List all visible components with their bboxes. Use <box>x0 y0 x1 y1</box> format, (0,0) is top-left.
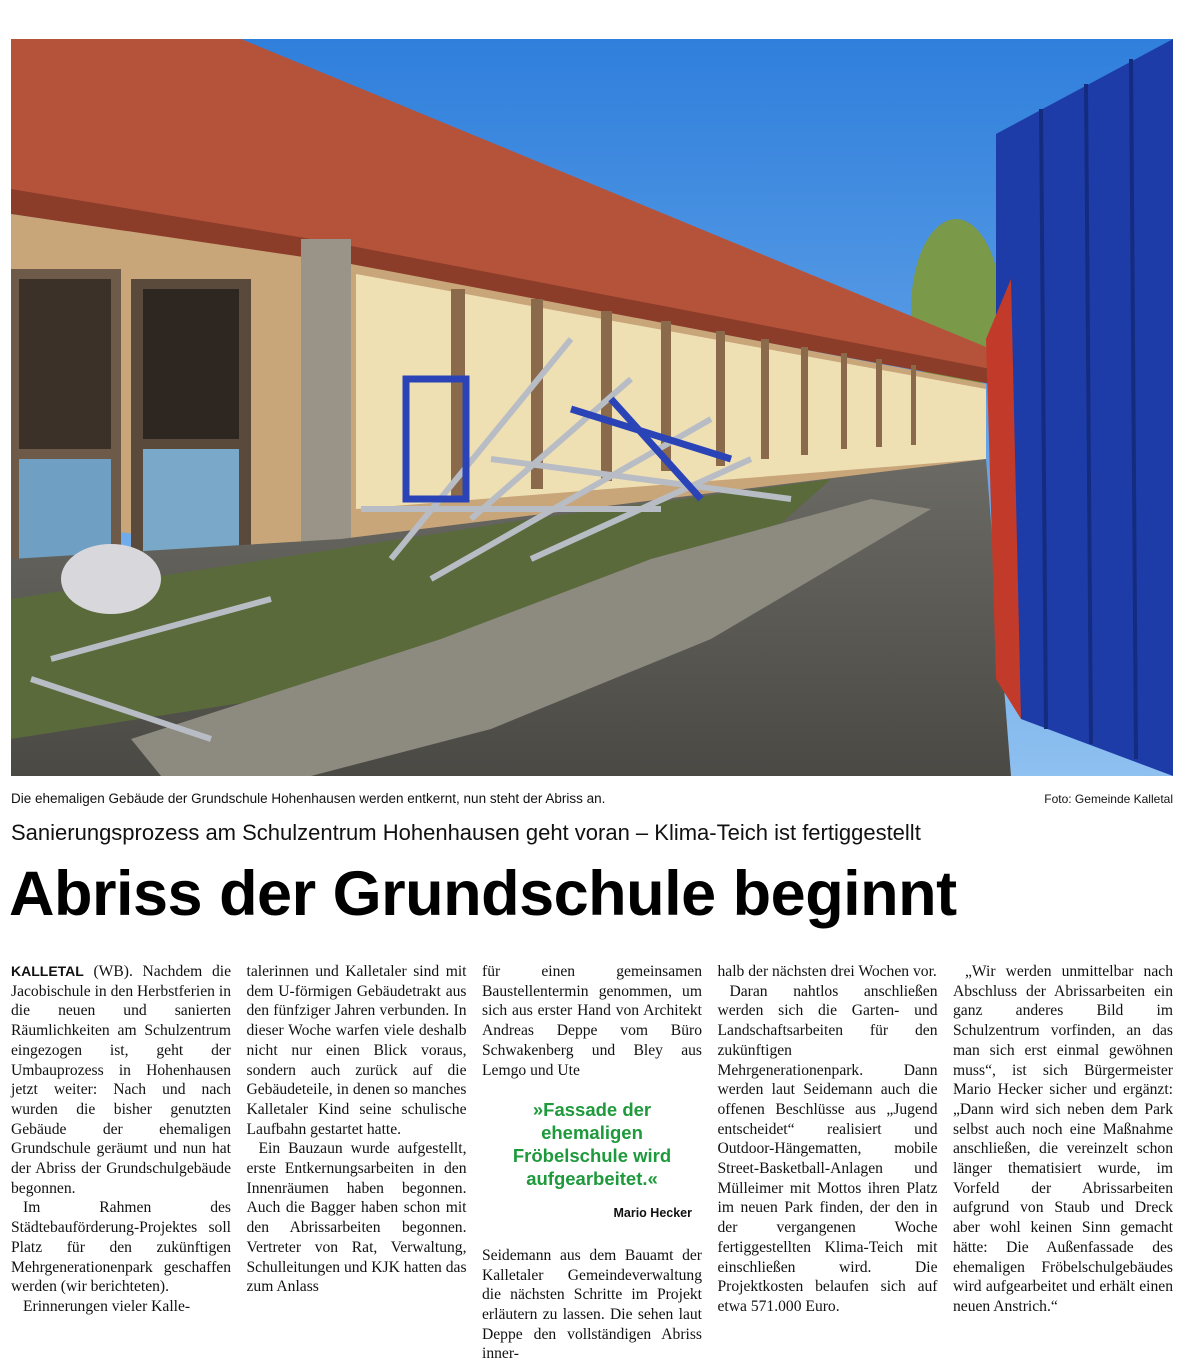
paragraph: KALLETAL (WB). Nachdem die Jacobischule in den Herbstferien in die neuen und sanierten Räumlichkeiten am Schulzentrum eingezogen ist, geht der Umbauprozess in Hohenhausen jetzt weiter: Nach und nach wurden die bisher genutzten Gebäude der ehemaligen Grundschule geräumt und nun hat der Abriss der Grundschulgebäude begonnen. <box>11 963 231 1197</box>
article-column-3 <box>482 962 702 1363</box>
paragraph: halb der nächsten drei Wochen vor. <box>717 963 937 980</box>
paragraph: Seidemann aus dem Bauamt der Kalletaler Gemeindeverwaltung die nächsten Schritte im Projekt erläutern zu lassen. Die sehen laut Deppe den vollständigen Abriss inner- <box>482 1246 702 1363</box>
pull-quote: »Fassade der ehemaligen Fröbelschule wird aufgearbeitet.« <box>512 1099 672 1190</box>
article-photo <box>11 39 1173 776</box>
photo-caption <box>11 790 1173 808</box>
article-column-1 <box>11 962 231 1354</box>
school-demolition-image <box>11 39 1173 776</box>
paragraph: talerinnen und Kalletaler sind mit dem U-förmigen Gebäudetrakt aus den fünfziger Jahren verbunden. In dieser Woche warfen viele deshalb nicht nur einen Blick voraus, sondern auch zurück auf die Gebäudeteile, in denen so manches Kalletaler Kind seine schulische Laufbahn gestartet hatte. <box>246 963 467 1138</box>
paragraph: Daran nahtlos anschließen werden sich die Garten- und Landschaftsarbeiten für den zukünftigen Mehrgenerationenpark. Dann werden laut Seidemann auch die offenen Beschlüsse aus „Jugend entscheidet“ realisiert und Outdoor-Hängematten, mobile Street-Basketball-Anlagen und Mülleimer mit Mottos ihren Platz im neuen Park finden, der den in der vergangenen Woche fertiggestellten Klima-Teich mit einschließen wird. Die Projektkosten belaufen sich auf etwa 571.000 Euro. <box>717 982 938 1315</box>
article-column-4 <box>718 962 938 1354</box>
dateline: KALLETAL <box>11 963 84 979</box>
paragraph: „Wir werden unmittelbar nach Abschluss der Abrissarbeiten ein ganz anderes Bild im Schulzentrum vorfinden, an das man sich erst einmal gewöhnen muss“, ist sich Bürgermeister Mario Hecker sicher und ergänzt: „Dann wird sich neben dem Park selbst auch noch eine Maßnahme anschließen, die vereinzelt schon länger thematisiert wurde, im Vorfeld der Abrissarbeiten aufgrund von Staub und Dreck aber wohl keinen Sinn gemacht hätte: Die Außenfassade des ehemaligen Fröbelschulgebäudes wird aufgearbeitet und erhält einen neuen Anstrich.“ <box>953 963 1173 1315</box>
article-subhead: Sanierungsprozess am Schulzentrum Hohenhausen geht voran – Klima-Teich ist fertiggestellt <box>11 820 921 845</box>
article-column-5 <box>953 962 1173 1354</box>
article-headline: Abriss der Grundschule beginnt <box>9 859 957 929</box>
paragraph: Im Rahmen des Städtebauförderung-Projektes soll Platz für den zukünftigen Mehrgenerationenpark geschaffen werden (wir berichteten). <box>11 1199 231 1296</box>
paragraph: Erinnerungen vieler Kalle- <box>23 1297 191 1315</box>
pull-quote-author: Mario Hecker <box>613 1206 692 1221</box>
paragraph: Ein Bauzaun wurde aufgestellt, erste Entkernungsarbeiten in den Innenräumen haben begonnen. Auch die Bagger haben schon mit den Abrissarbeiten begonnen. Vertreter von Rat, Verwaltung, Schulleitungen und KJK hatten das zum Anlass <box>246 1140 467 1296</box>
article-column-2 <box>247 962 467 1354</box>
photo-credit: Foto: Gemeinde Kalletal <box>1044 792 1173 806</box>
paragraph: für einen gemeinsamen Baustellentermin genommen, um sich aus erster Hand von Architekt Andreas Deppe vom Büro Schwakenberg und Bley aus Lemgo und Ute <box>482 963 702 1079</box>
caption-text: Die ehemaligen Gebäude der Grundschule Hohenhausen werden entkernt, nun steht der Abriss an. <box>11 791 606 806</box>
article-body <box>11 962 1173 1363</box>
